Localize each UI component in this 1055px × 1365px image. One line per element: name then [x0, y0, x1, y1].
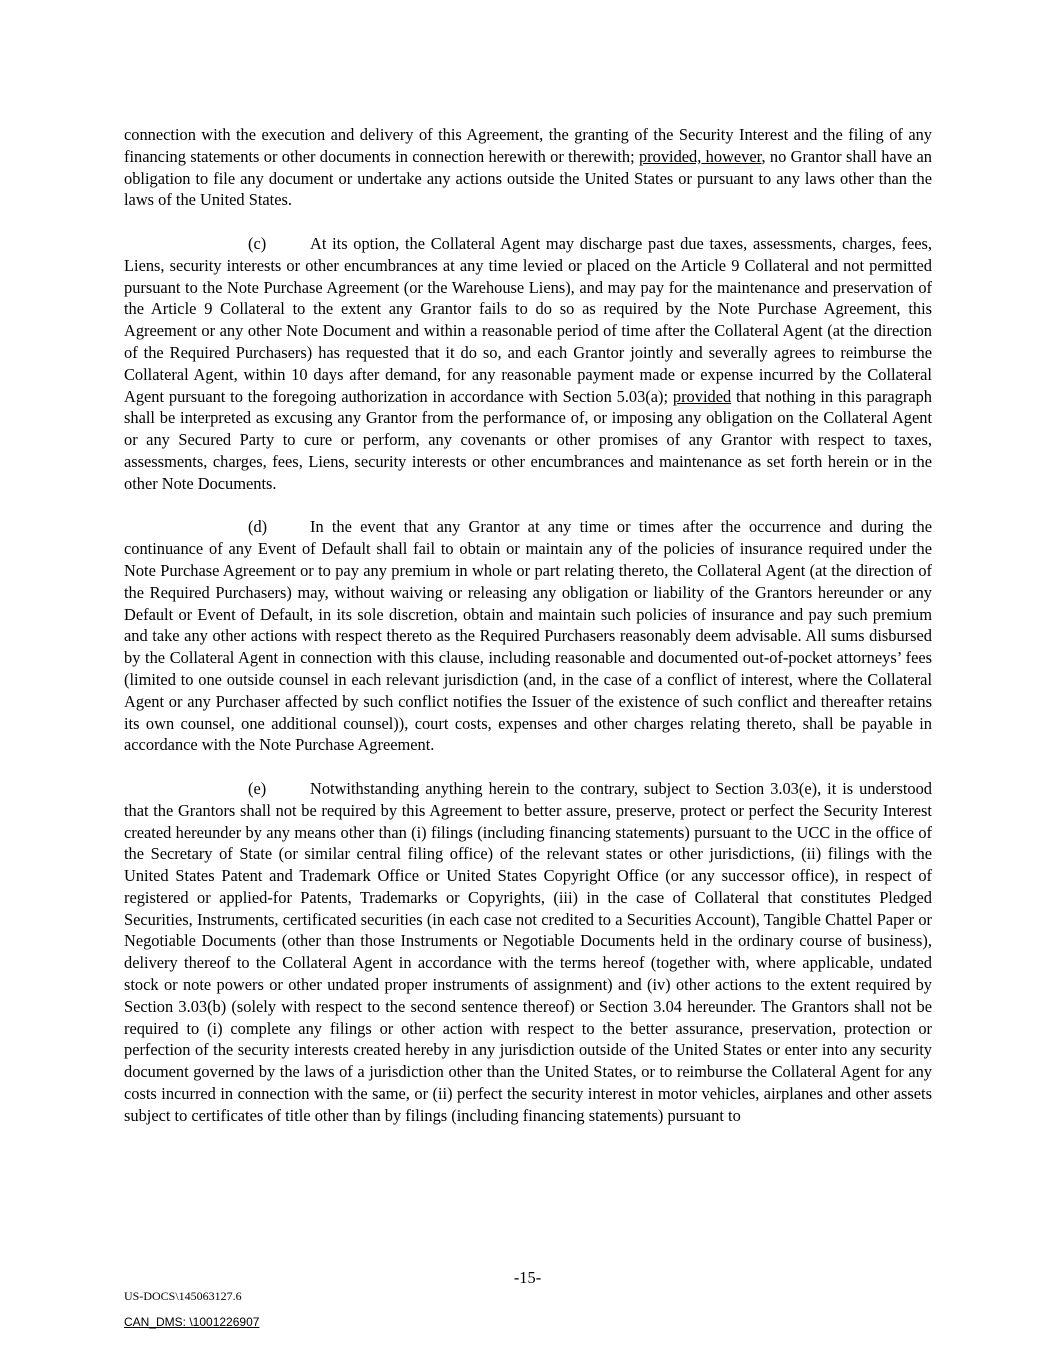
- paragraph-text: At its option, the Collateral Agent may discharge past due taxes, assessments, charges, fees, Liens, security interests or other encumbrances at any time levied or placed on the Article 9 Collateral and not permitted pursuant to the Note Purchase Agreement (or the Warehouse Liens), and may pay for the maintenance and preservation of the Article 9 Collateral to the extent any Grantor fails to do so as required by the Note Purchase Agreement, this Agreement or any other Note Document and within a reasonable period of time after the Collateral Agent (at the direction of the Required Purchasers) has requested that it do so, and each Grantor jointly and severally agrees to reimburse the Collateral Agent, within 10 days after demand, for any reasonable payment made or expense incurred by the Collateral Agent pursuant to the foregoing authorization in accordance with Section 5.03(a);: [124, 233, 932, 406]
- paragraph-text: , no Grantor shall have an obligation to file any document or undertake any actions outside the United States or pursuant to any laws other than the laws of the United States.: [124, 146, 932, 210]
- underlined-term: provided, however: [638, 146, 762, 166]
- paragraph-text: Notwithstanding anything herein to the contrary, subject to Section 3.03(e), it is understood that the Grantors shall not be required by this Agreement to better assure, preserve, protect or perfect the Security Interest created hereunder by any means other than (i) filings (including financing statements) pursuant to the UCC in the office of the Secretary of State (or similar central filing office) of the relevant states or other jurisdictions, (ii) filings with the United States Patent and Trademark Office or United States Copyright Office (or any successor office), in respect of registered or applied-for Patents, Trademarks or Copyrights, (iii) in the case of Collateral that constitutes Pledged Securities, Instruments, certificated securities (in each case not credited to a Securities Account), Tangible Chattel Paper or Negotiable Documents (other than those Instruments or Negotiable Documents held in the ordinary course of business), delivery thereof to the Collateral Agent in accordance with the terms hereof (together with, where applicable, undated stock or note powers or other undated proper instruments of assignment) and (iv) other actions to the extent required by Section 3.03(b) (solely with respect to the second sentence thereof) or Section 3.04 hereunder. The Grantors shall not be required to (i) complete any filings or other action with respect to the better assurance, preservation, protection or perfection of the security interests created hereby in any jurisdiction outside of the United States or enter into any security document governed by the laws of a jurisdiction other than the United States, or to reimburse the Collateral Agent for any costs incurred in connection with the same, or (ii) perfect the security interest in motor vehicles, airplanes and other assets subject to certificates of title other than by filings (including financing statements) pursuant to: [124, 778, 932, 1125]
- clause-label: (c): [248, 233, 267, 253]
- clause-label: (e): [248, 778, 267, 798]
- paragraph-d: [124, 516, 932, 756]
- paragraph-e: [124, 778, 932, 1127]
- underlined-term: provided: [672, 386, 732, 406]
- paragraph-text: In the event that any Grantor at any time or times after the occurrence and during the continuance of any Event of Default shall fail to obtain or maintain any of the policies of insurance required under the Note Purchase Agreement or to pay any premium in whole or part relating thereto, the Collateral Agent (at the direction of the Required Purchasers) may, without waiving or releasing any obligation or liability of the Grantors hereunder or any Default or Event of Default, in its sole discretion, obtain and maintain such policies of insurance and pay such premium and take any other actions with respect thereto as the Required Purchasers reasonably deem advisable. All sums disbursed by the Collateral Agent in connection with this clause, including reasonable and documented out-of-pocket attorneys’ fees (limited to one outside counsel in each relevant jurisdiction (and, in the case of a conflict of interest, where the Collateral Agent or any Purchaser affected by such conflict notifies the Issuer of the existence of such conflict and thereafter retains its own counsel, one additional counsel)), court costs, expenses and other charges relating thereto, shall be payable in accordance with the Note Purchase Agreement.: [124, 517, 932, 755]
- clause-label: (d): [248, 517, 268, 537]
- dms-id: CAN_DMS: \1001226907: [124, 1315, 260, 1329]
- document-body: [124, 124, 932, 1148]
- paragraph-continuation: [124, 124, 932, 211]
- page-number: -15-: [513, 1268, 542, 1287]
- document-id: US-DOCS\145063127.6: [124, 1289, 242, 1303]
- paragraph-c: [124, 233, 932, 495]
- paragraph-text: connection with the execution and delivery of this Agreement, the granting of the Security Interest and the filing of any financing statements or other documents in connection herewith or therewith;: [124, 125, 932, 166]
- paragraph-text: that nothing in this paragraph shall be interpreted as excusing any Grantor from the performance of, or imposing any obligation on the Collateral Agent or any Secured Party to cure or perform, any covenants or other promises of any Grantor with respect to taxes, assessments, charges, fees, Liens, security interests or other encumbrances and maintenance as set forth herein or in the other Note Documents.: [124, 386, 932, 493]
